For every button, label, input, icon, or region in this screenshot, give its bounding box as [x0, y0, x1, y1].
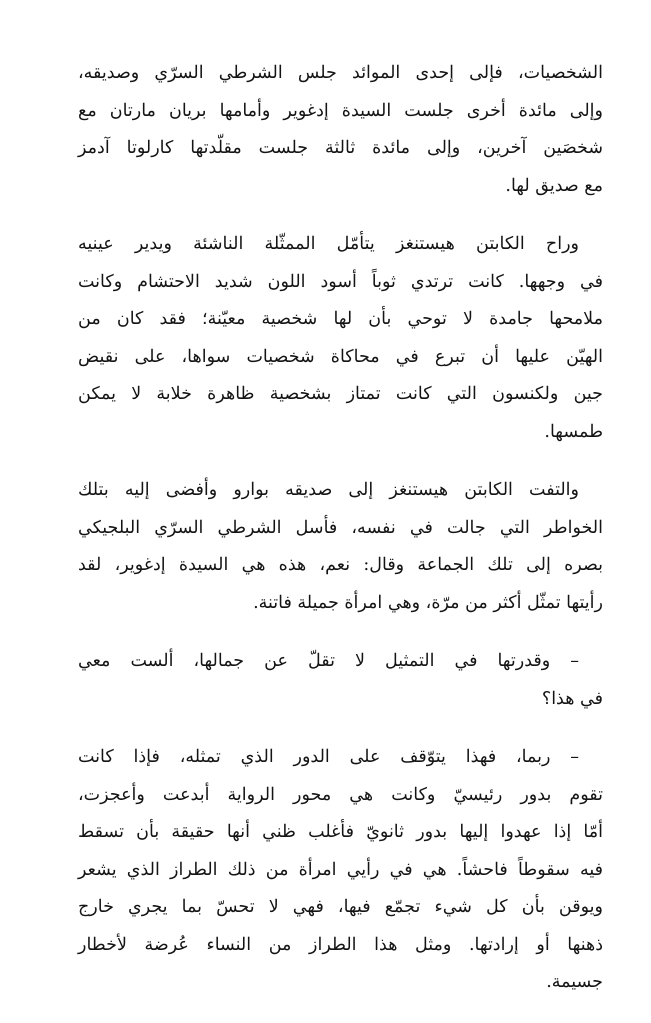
text-line: ويوقن بأن كل شيء تجمّع فيها، فهي لا تحسّ بما يجري خارج [78, 897, 603, 917]
text-line: مع صديق لها. [505, 175, 603, 196]
text-line: وإلى مائدة أخرى جلست السيدة إدغوير وأمامها بريان مارتان مع [78, 100, 603, 121]
text-line: شخصَين آخرين، وإلى مائدة ثالثة جلست مقلّدتها كارلوتا آدمز [78, 138, 603, 158]
text-line: جسيمة. [546, 972, 603, 992]
text-line: جين ولكنسون التي كانت تمتاز بشخصية ظاهرة خلابة لا يمكن [78, 384, 603, 404]
text-line: ملامحها جامدة لا توحي بأن لها شخصية معيّنة؛ فقد كان من [78, 309, 603, 329]
text-line: طمسها. [544, 421, 603, 442]
paragraph-4 [78, 643, 603, 718]
text-line: أمّا إذا عهدوا إليها بدور ثانويّ فأغلب ظني أنها حقيقة بأن تسقط [78, 822, 603, 842]
paragraph-5 [78, 739, 603, 1002]
paragraph-1 [78, 55, 603, 205]
text-line: في هذا؟ [541, 688, 603, 709]
text-line: في وجهها. كانت ترتدي ثوباً أسود اللون شديد الاحتشام وكانت [78, 271, 603, 292]
text-line: تقوم بدور رئيسيّ وكانت هي محور الرواية أبدعت وأعجزت، [78, 784, 603, 805]
text-line: بصره إلى تلك الجماعة وقال: نعم، هذه هي السيدة إدغوير، لقد [78, 555, 603, 575]
text-line: والتفت الكابتن هيستنغز إلى صديقه بوارو وأفضى إليه بتلك [78, 480, 579, 500]
text-line: فيه سقوطاً فاحشاً. هي في رأيي امرأة من ذلك الطراز الذي يشعر [78, 859, 603, 880]
text-line: ذهنها أو إرادتها. ومثل هذا الطراز من النساء عُرضة لأخطار [78, 934, 603, 955]
text-line: وراح الكابتن هيستنغز يتأمّل الممثّلة الناشئة ويدير عينيه [78, 234, 579, 254]
text-line: الشخصيات، فإلى إحدى الموائد جلس الشرطي السرّي وصديقه، [78, 63, 603, 83]
text-line: الخواطر التي جالت في نفسه، فأسل الشرطي السرّي البلجيكي [78, 517, 603, 538]
text-line: – وقدرتها في التمثيل لا تقلّ عن جمالها، ألست معي [78, 651, 579, 671]
document-page [78, 55, 603, 1023]
paragraph-3 [78, 472, 603, 622]
text-line: الهيّن عليها أن تبرع في محاكاة شخصيات سواها، على نقيض [78, 346, 603, 367]
text-line: – ربما، فهذا يتوّقف على الدور الذي تمثله، فإذا كانت [78, 747, 579, 767]
text-line: رأيتها تمثّل أكثر من مرّة، وهي امرأة جميلة فاتنة. [253, 592, 603, 613]
paragraph-2 [78, 226, 603, 451]
